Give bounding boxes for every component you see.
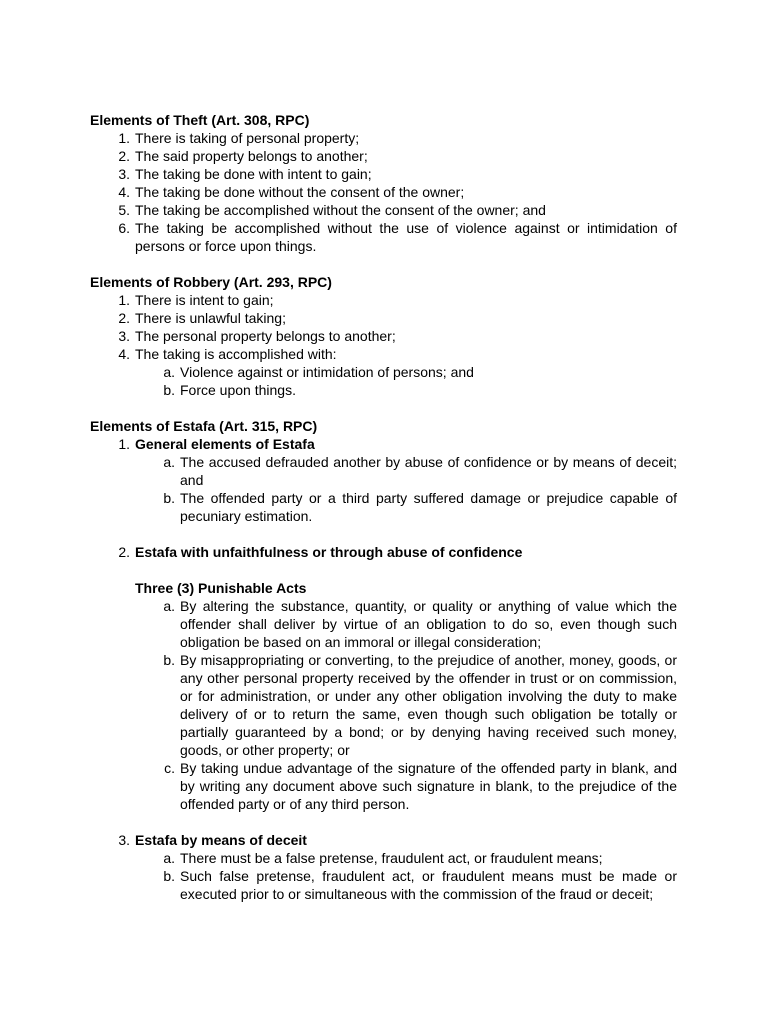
list-letter: a.	[163, 364, 175, 380]
list-text: The said property belongs to another;	[135, 148, 368, 164]
list-text: By misappropriating or converting, to the prejudice of another, money, goods, or any other personal property received by the offender in trust or on commission, or for administration, or under any other obligation involving the duty to make delivery of or to return the same, even though such obligation be totally or partially guaranteed by a bond; or by denying having received such money, goods, or other property; or	[180, 652, 677, 758]
list-number: 1.	[118, 436, 130, 452]
list-item	[135, 381, 677, 399]
list-text: By taking undue advantage of the signature of the offended party in blank, and by writing any document above such signature in blank, to the prejudice of the offended party or of any third person.	[180, 760, 677, 812]
list-item	[90, 147, 677, 165]
estafa-list	[90, 435, 677, 903]
list-letter: a.	[163, 598, 175, 614]
list-item	[90, 201, 677, 219]
list-item	[90, 129, 677, 147]
list-text: Such false pretense, fraudulent act, or fraudulent means must be made or executed prior to or simultaneous with the commission of the fraud or deceit;	[180, 868, 677, 902]
list-text: There is unlawful taking;	[135, 310, 286, 326]
list-item	[90, 435, 677, 525]
list-item	[135, 651, 677, 759]
estafa-section	[90, 417, 677, 903]
estafa-abuse-list	[135, 597, 677, 813]
list-text: The taking be done without the consent of the owner;	[135, 184, 465, 200]
list-number: 1.	[118, 130, 130, 146]
list-number: 4.	[118, 346, 130, 362]
list-number: 5.	[118, 202, 130, 218]
list-text: Violence against or intimidation of persons; and	[180, 364, 474, 380]
list-number: 2.	[118, 310, 130, 326]
list-item	[90, 183, 677, 201]
robbery-list	[90, 291, 677, 399]
list-text: The accused defrauded another by abuse of confidence or by means of deceit; and	[180, 454, 677, 488]
list-letter: b.	[163, 490, 175, 506]
list-letter: c.	[164, 760, 175, 776]
list-number: 1.	[118, 292, 130, 308]
estafa-general-list	[135, 453, 677, 525]
robbery-section	[90, 273, 677, 399]
list-text: The taking be accomplished without the consent of the owner; and	[135, 202, 546, 218]
list-item	[135, 867, 677, 903]
theft-section	[90, 111, 677, 255]
list-text: The offended party or a third party suffered damage or prejudice capable of pecuniary estimation.	[180, 490, 677, 524]
estafa-general-title: General elements of Estafa	[135, 436, 315, 452]
list-number: 3.	[118, 166, 130, 182]
list-text: There must be a false pretense, fraudulent act, or fraudulent means;	[180, 850, 603, 866]
list-item	[90, 543, 677, 813]
list-letter: a.	[163, 850, 175, 866]
estafa-abuse-subtitle: Three (3) Punishable Acts	[135, 580, 307, 596]
list-number: 6.	[118, 220, 130, 236]
list-number: 2.	[118, 148, 130, 164]
list-text: The personal property belongs to another;	[135, 328, 396, 344]
list-letter: b.	[163, 652, 175, 668]
theft-list	[90, 129, 677, 255]
list-number: 3.	[118, 832, 130, 848]
list-text: The taking be accomplished without the use of violence against or intimidation of persons or force upon things.	[135, 220, 677, 254]
list-letter: b.	[163, 868, 175, 884]
list-item	[135, 597, 677, 651]
list-item	[90, 219, 677, 255]
estafa-deceit-title: Estafa by means of deceit	[135, 832, 307, 848]
list-item	[135, 363, 677, 381]
list-letter: b.	[163, 382, 175, 398]
estafa-abuse-title: Estafa with unfaithfulness or through abuse of confidence	[135, 544, 523, 560]
document-content	[90, 111, 677, 921]
list-item	[90, 345, 677, 399]
list-number: 2.	[118, 544, 130, 560]
list-text: The taking is accomplished with:	[135, 346, 337, 362]
robbery-heading: Elements of Robbery (Art. 293, RPC)	[90, 274, 332, 290]
list-number: 3.	[118, 328, 130, 344]
list-text: By altering the substance, quantity, or quality or anything of value which the offender shall deliver by virtue of an obligation to do so, even though such obligation be based on an immoral or illegal consideration;	[180, 598, 677, 650]
list-text: The taking be done with intent to gain;	[135, 166, 372, 182]
list-text: Force upon things.	[180, 382, 296, 398]
list-item	[90, 165, 677, 183]
estafa-heading: Elements of Estafa (Art. 315, RPC)	[90, 418, 318, 434]
list-item	[135, 759, 677, 813]
list-letter: a.	[163, 454, 175, 470]
list-item	[135, 453, 677, 489]
list-item	[90, 327, 677, 345]
list-item	[135, 849, 677, 867]
list-item	[90, 291, 677, 309]
list-text: There is taking of personal property;	[135, 130, 360, 146]
robbery-sublist	[135, 363, 677, 399]
list-item	[90, 309, 677, 327]
list-text: There is intent to gain;	[135, 292, 274, 308]
list-number: 4.	[118, 184, 130, 200]
theft-heading: Elements of Theft (Art. 308, RPC)	[90, 112, 310, 128]
list-item	[135, 489, 677, 525]
list-item	[90, 831, 677, 903]
estafa-deceit-list	[135, 849, 677, 903]
